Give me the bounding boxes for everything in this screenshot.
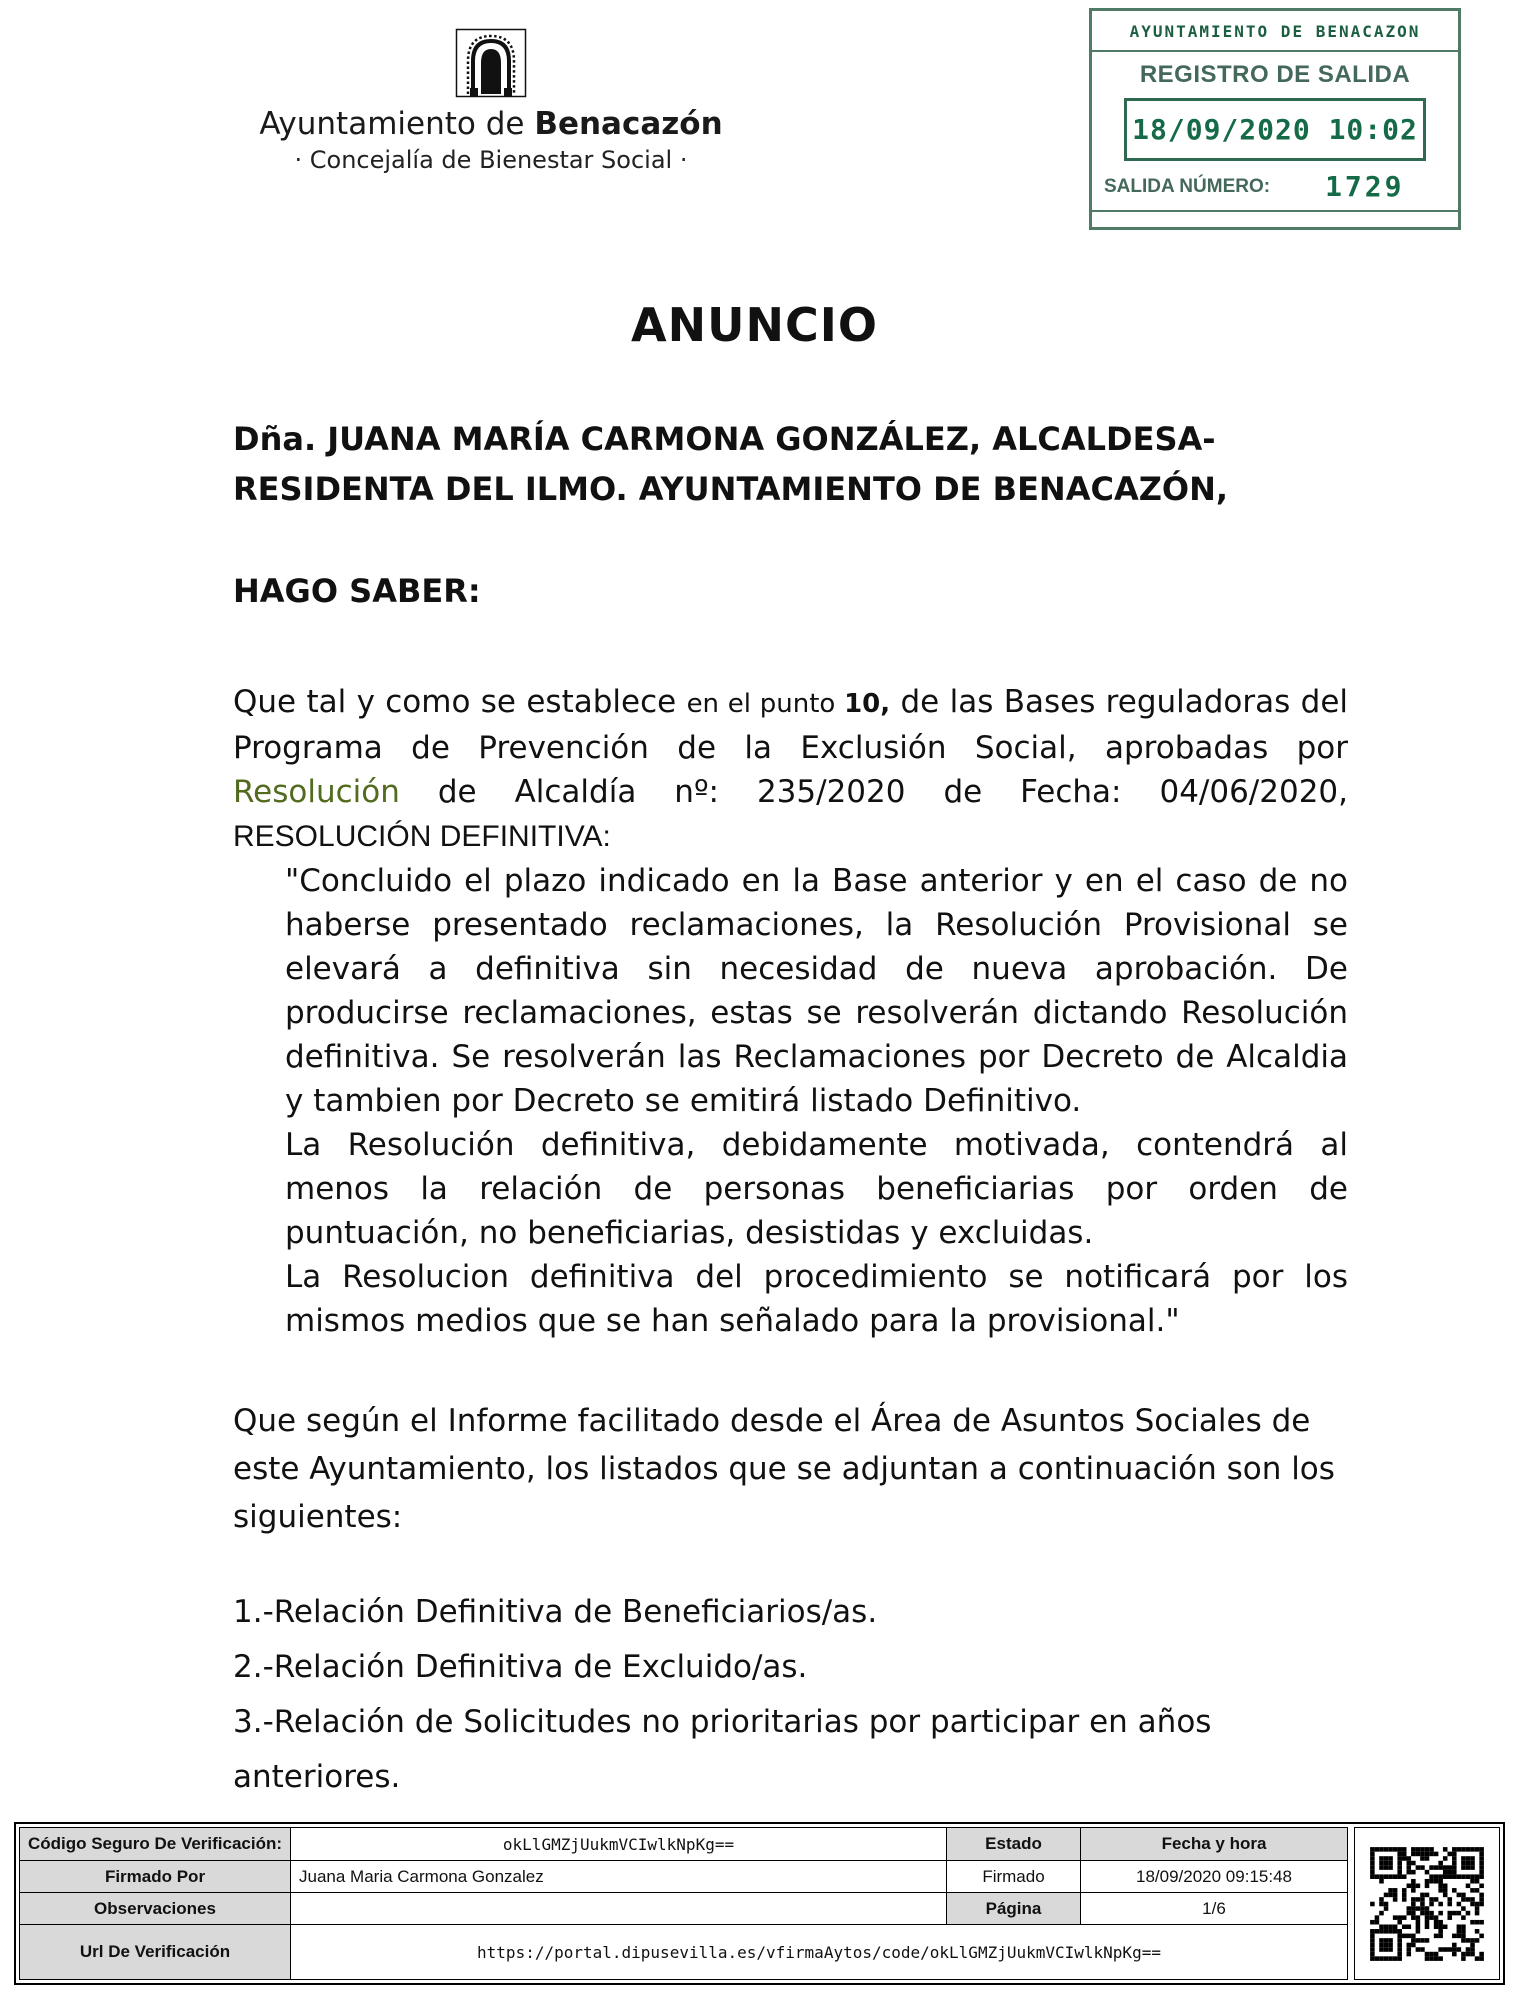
fecha-value: 18/09/2020 09:15:48 bbox=[1081, 1861, 1347, 1892]
para1-seg7: RESOLUCIÓN DEFINITIVA: bbox=[233, 820, 611, 853]
stamp-datetime-box bbox=[1124, 98, 1426, 161]
url-label: Url De Verificación bbox=[20, 1925, 290, 1979]
stamp-datetime: 18/09/2020 10:02 bbox=[1132, 113, 1418, 146]
logo-department: · Concejalía de Bienestar Social · bbox=[294, 146, 688, 174]
document-body bbox=[233, 298, 1348, 1805]
logo-org-bold: Benacazón bbox=[534, 106, 723, 142]
url-value[interactable]: https://portal.dipusevilla.es/vfirmaAytos/code/okLlGMZjUukmVCIwlkNpKg== bbox=[291, 1925, 1347, 1979]
municipality-logo bbox=[248, 28, 734, 174]
intro-paragraph bbox=[233, 414, 1348, 514]
stamp-salida-row bbox=[1092, 161, 1458, 210]
arch-doorway-icon bbox=[455, 28, 527, 98]
para1-seg6: de Alcaldía nº: 235/2020 de Fecha: 04/06/2020, bbox=[399, 774, 1348, 810]
quoted-base-paragraph-3: La Resolucion definitiva del procedimiento se notificará por los mismos medios que se han señalado para la provisional." bbox=[285, 1259, 1348, 1339]
quoted-base-paragraph-1: "Concluido el plazo indicado en la Base anterior y en el caso de no haberse presentado reclamaciones, la Resolución Provisional se elevará a definitiva sin necesidad de nueva aprobación. De producirse reclamaciones, estas se resolverán dictando Resolución definitiva. Se resolverán las Reclamaciones por Decreto de Alcaldia y tambien por Decreto se emitirá listado Definitivo. bbox=[285, 863, 1348, 1119]
para1-seg2: en el punto bbox=[686, 689, 845, 719]
estado-label: Estado bbox=[947, 1828, 1080, 1860]
observaciones-value bbox=[291, 1893, 946, 1924]
intro-line2: RESIDENTA DEL ILMO. AYUNTAMIENTO DE BENACAZÓN, bbox=[233, 470, 1229, 508]
list-item: 2.-Relación Definitiva de Excluido/as. bbox=[233, 1649, 808, 1685]
list-item: 1.-Relación Definitiva de Beneficiarios/as. bbox=[233, 1594, 878, 1630]
logo-org-name bbox=[248, 106, 734, 142]
firmado-por-value: Juana Maria Carmona Gonzalez bbox=[291, 1861, 946, 1892]
para1-seg3: 10, bbox=[844, 689, 891, 719]
stamp-register-label: REGISTRO DE SALIDA bbox=[1139, 61, 1411, 88]
paragraph-bases bbox=[233, 680, 1348, 859]
qr-code bbox=[1361, 1838, 1493, 1970]
quoted-base-paragraph-2: La Resolución definitiva, debidamente motivada, contendrá al menos la relación de personas beneficiarias por orden de puntuación, no beneficiarias, desistidas y excluidas. bbox=[285, 1127, 1348, 1251]
page-title: ANUNCIO bbox=[631, 298, 878, 352]
hago-saber-heading: HAGO SABER: bbox=[233, 572, 481, 610]
signature-footer bbox=[14, 1822, 1505, 1985]
pagina-value: 1/6 bbox=[1081, 1893, 1347, 1924]
estado-value: Firmado bbox=[947, 1861, 1080, 1892]
csv-label: Código Seguro De Verificación: bbox=[20, 1828, 290, 1860]
registry-stamp bbox=[1089, 8, 1461, 230]
pagina-label: Página bbox=[947, 1893, 1080, 1924]
paragraph-informe: Que según el Informe facilitado desde el Área de Asuntos Sociales de este Ayuntamiento, los listados que se adjuntan a continuación son los siguientes: bbox=[233, 1403, 1335, 1535]
para1-seg1: Que tal y como se establece bbox=[233, 684, 687, 720]
csv-value: okLlGMZjUukmVCIwlkNpKg== bbox=[291, 1828, 946, 1860]
intro-line1: Dña. JUANA MARÍA CARMONA GONZÁLEZ, ALCALDESA- bbox=[233, 420, 1216, 458]
observaciones-label: Observaciones bbox=[20, 1893, 290, 1924]
list-item: 3.-Relación de Solicitudes no prioritarias por participar en años anteriores. bbox=[233, 1704, 1212, 1795]
stamp-blank-row bbox=[1092, 210, 1458, 227]
qr-code-box bbox=[1354, 1827, 1500, 1980]
verification-table bbox=[19, 1827, 1348, 1980]
stamp-salida-number: 1729 bbox=[1325, 170, 1405, 203]
para1-seg5-resolucion: Resolución bbox=[233, 774, 400, 810]
attachment-list bbox=[233, 1585, 1348, 1805]
firmado-por-label: Firmado Por bbox=[20, 1861, 290, 1892]
stamp-org-title: AYUNTAMIENTO DE BENACAZON bbox=[1092, 11, 1458, 52]
fecha-label: Fecha y hora bbox=[1081, 1828, 1347, 1860]
stamp-salida-label: SALIDA NÚMERO: bbox=[1104, 175, 1271, 197]
para1-seg4: de las Bases reguladoras del Programa de Prevención de la Exclusión Social, aprobadas por bbox=[233, 684, 1348, 766]
logo-org-regular: Ayuntamiento de bbox=[259, 106, 535, 142]
